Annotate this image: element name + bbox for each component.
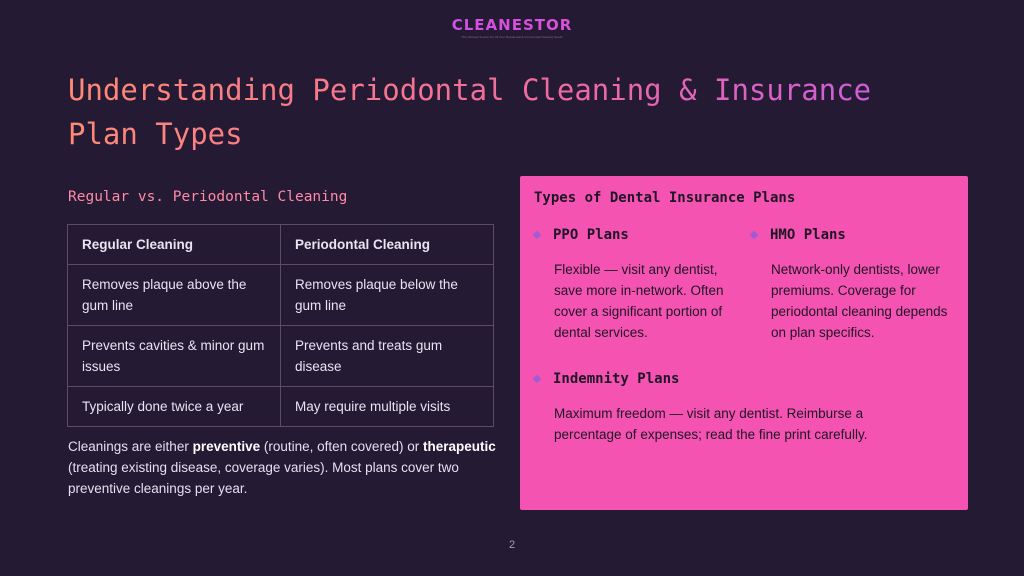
table-row	[68, 326, 494, 387]
comparison-table	[67, 224, 494, 427]
brand-logo	[0, 16, 1024, 39]
note-text: Cleanings are either	[68, 439, 193, 454]
plan-hmo	[751, 227, 951, 343]
slide-title: Understanding Periodontal Cleaning & Insurance Plan Types	[68, 68, 948, 156]
table-cell: May require multiple visits	[281, 387, 494, 427]
table-cell: Removes plaque below the gum line	[281, 265, 494, 326]
plan-ppo	[534, 227, 734, 343]
diamond-bullet-icon	[533, 375, 541, 383]
note-text: (routine, often covered) or	[260, 439, 423, 454]
note-bold-preventive: preventive	[192, 439, 261, 454]
table-cell: Removes plaque above the gum line	[68, 265, 281, 326]
table-header-row	[68, 225, 494, 265]
table-cell: Prevents cavities & minor gum issues	[68, 326, 281, 387]
table-row	[68, 265, 494, 326]
note-text: (treating existing disease, coverage varies). Most plans cover two preventive cleanings per year.	[68, 460, 459, 496]
plan-name: HMO Plans	[770, 227, 846, 243]
note-bold-therapeutic: therapeutic	[422, 439, 496, 454]
page-number: 2	[508, 539, 516, 551]
column-header-periodontal: Periodontal Cleaning	[281, 225, 494, 265]
plan-description: Maximum freedom — visit any dentist. Reimburse a percentage of expenses; read the fine print carefully.	[554, 406, 868, 442]
plan-name: PPO Plans	[553, 227, 629, 243]
logo-wordmark: CLEANESTOR	[0, 16, 1024, 34]
comparison-heading: Regular vs. Periodontal Cleaning	[68, 189, 348, 205]
insurance-plans-panel	[520, 176, 968, 510]
table-row	[68, 387, 494, 427]
table-cell: Prevents and treats gum disease	[281, 326, 494, 387]
diamond-bullet-icon	[750, 231, 758, 239]
diamond-bullet-icon	[533, 231, 541, 239]
table-cell: Typically done twice a year	[68, 387, 281, 427]
plan-description: Network-only dentists, lower premiums. Coverage for periodontal cleaning depends on plan specifics.	[771, 262, 948, 340]
logo-tagline: The Ultimate Source For All Your Residential & Commercial Cleaning Needs	[461, 35, 563, 39]
panel-title: Types of Dental Insurance Plans	[534, 190, 796, 206]
cleaning-types-note	[68, 436, 498, 499]
plan-indemnity	[534, 371, 934, 445]
column-header-regular: Regular Cleaning	[68, 225, 281, 265]
plan-description: Flexible — visit any dentist, save more in-network. Often cover a significant portion of dental services.	[554, 262, 724, 340]
plan-name: Indemnity Plans	[553, 371, 680, 387]
